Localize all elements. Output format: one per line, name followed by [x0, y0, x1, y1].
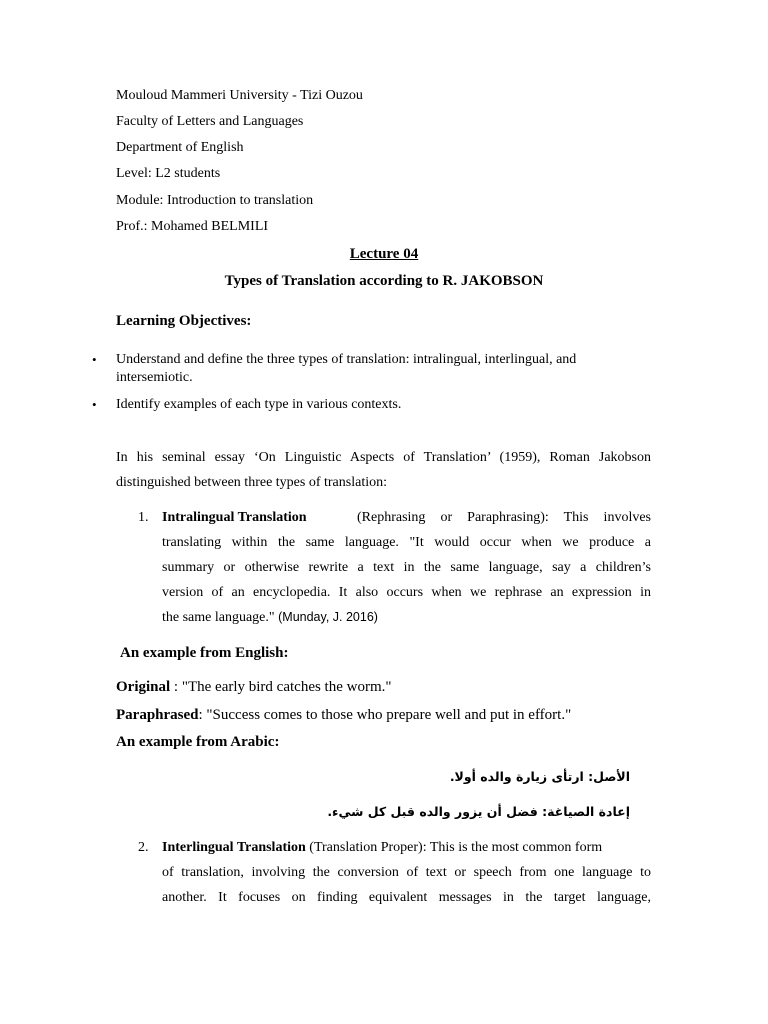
type2-term: Interlingual Translation [162, 840, 306, 855]
type1-line1 [162, 509, 651, 526]
header-department: Department of English [116, 140, 244, 155]
type1-line2: translating within the same language. "It would occur when we produce a [162, 535, 651, 550]
arabic-original: الأصل: ارتأى زيارة والده أولا. [449, 769, 630, 784]
objective-2-line1: Identify examples of each type in various contexts. [116, 397, 402, 412]
type1-line3: summary or otherwise rewrite a text in the same language, say a children’s [162, 560, 651, 575]
bullet-icon: • [92, 352, 97, 367]
header-university: Mouloud Mammeri University - Tizi Ouzou [116, 88, 363, 103]
type2-line1 [162, 839, 602, 856]
objectives-heading: Learning Objectives: [116, 313, 252, 329]
header-module: Module: Introduction to translation [116, 193, 314, 208]
type1-citation: (Munday, J. 2016) [278, 610, 378, 624]
type2-line3: another. It focuses on finding equivalent messages in the target language, [162, 890, 651, 905]
objective-1-line1: Understand and define the three types of translation: intralingual, interlingual, and [116, 352, 577, 367]
type2-line1-rest: (Translation Proper): This is the most common form [305, 840, 603, 855]
english-example-heading: An example from English: [120, 645, 289, 661]
lecture-number: Lecture 04 [349, 246, 419, 262]
english-paraphrased [116, 707, 571, 724]
arabic-example-heading: An example from Arabic: [116, 734, 280, 750]
intro-line1: In his seminal essay ‘On Linguistic Aspects of Translation’ (1959), Roman Jakobson [116, 450, 651, 465]
lecture-title: Types of Translation according to R. JAKOBSON [224, 273, 544, 289]
paraphrased-label: Paraphrased [116, 707, 199, 723]
bullet-icon: • [92, 397, 97, 412]
header-faculty: Faculty of Letters and Languages [116, 114, 304, 129]
original-text: : "The early bird catches the worm." [170, 679, 392, 695]
type2-number: 2. [138, 840, 149, 855]
original-label: Original [116, 679, 171, 695]
type1-line5 [162, 609, 378, 626]
type1-number: 1. [138, 510, 149, 525]
objective-1-line2: intersemiotic. [116, 370, 193, 385]
arabic-paraphrase: إعادة الصياغة: فضل أن يزور والده قبل كل شيء. [327, 804, 630, 819]
type1-line4: version of an encyclopedia. It also occurs when we rephrase an expression in [162, 585, 651, 600]
type2-line2: of translation, involving the conversion of text or speech from one language to [162, 865, 651, 880]
type1-term: Intralingual Translation [162, 510, 307, 525]
intro-line2: distinguished between three types of translation: [116, 475, 387, 490]
header-level: Level: L2 students [116, 166, 221, 181]
type1-line5-text: the same language." [162, 610, 275, 625]
paraphrased-text: : "Success comes to those who prepare well and put in effort." [198, 707, 572, 723]
header-prof: Prof.: Mohamed BELMILI [116, 219, 269, 234]
type1-line1-rest: (Rephrasing or Paraphrasing): This involves [357, 510, 651, 525]
english-original [116, 679, 392, 696]
